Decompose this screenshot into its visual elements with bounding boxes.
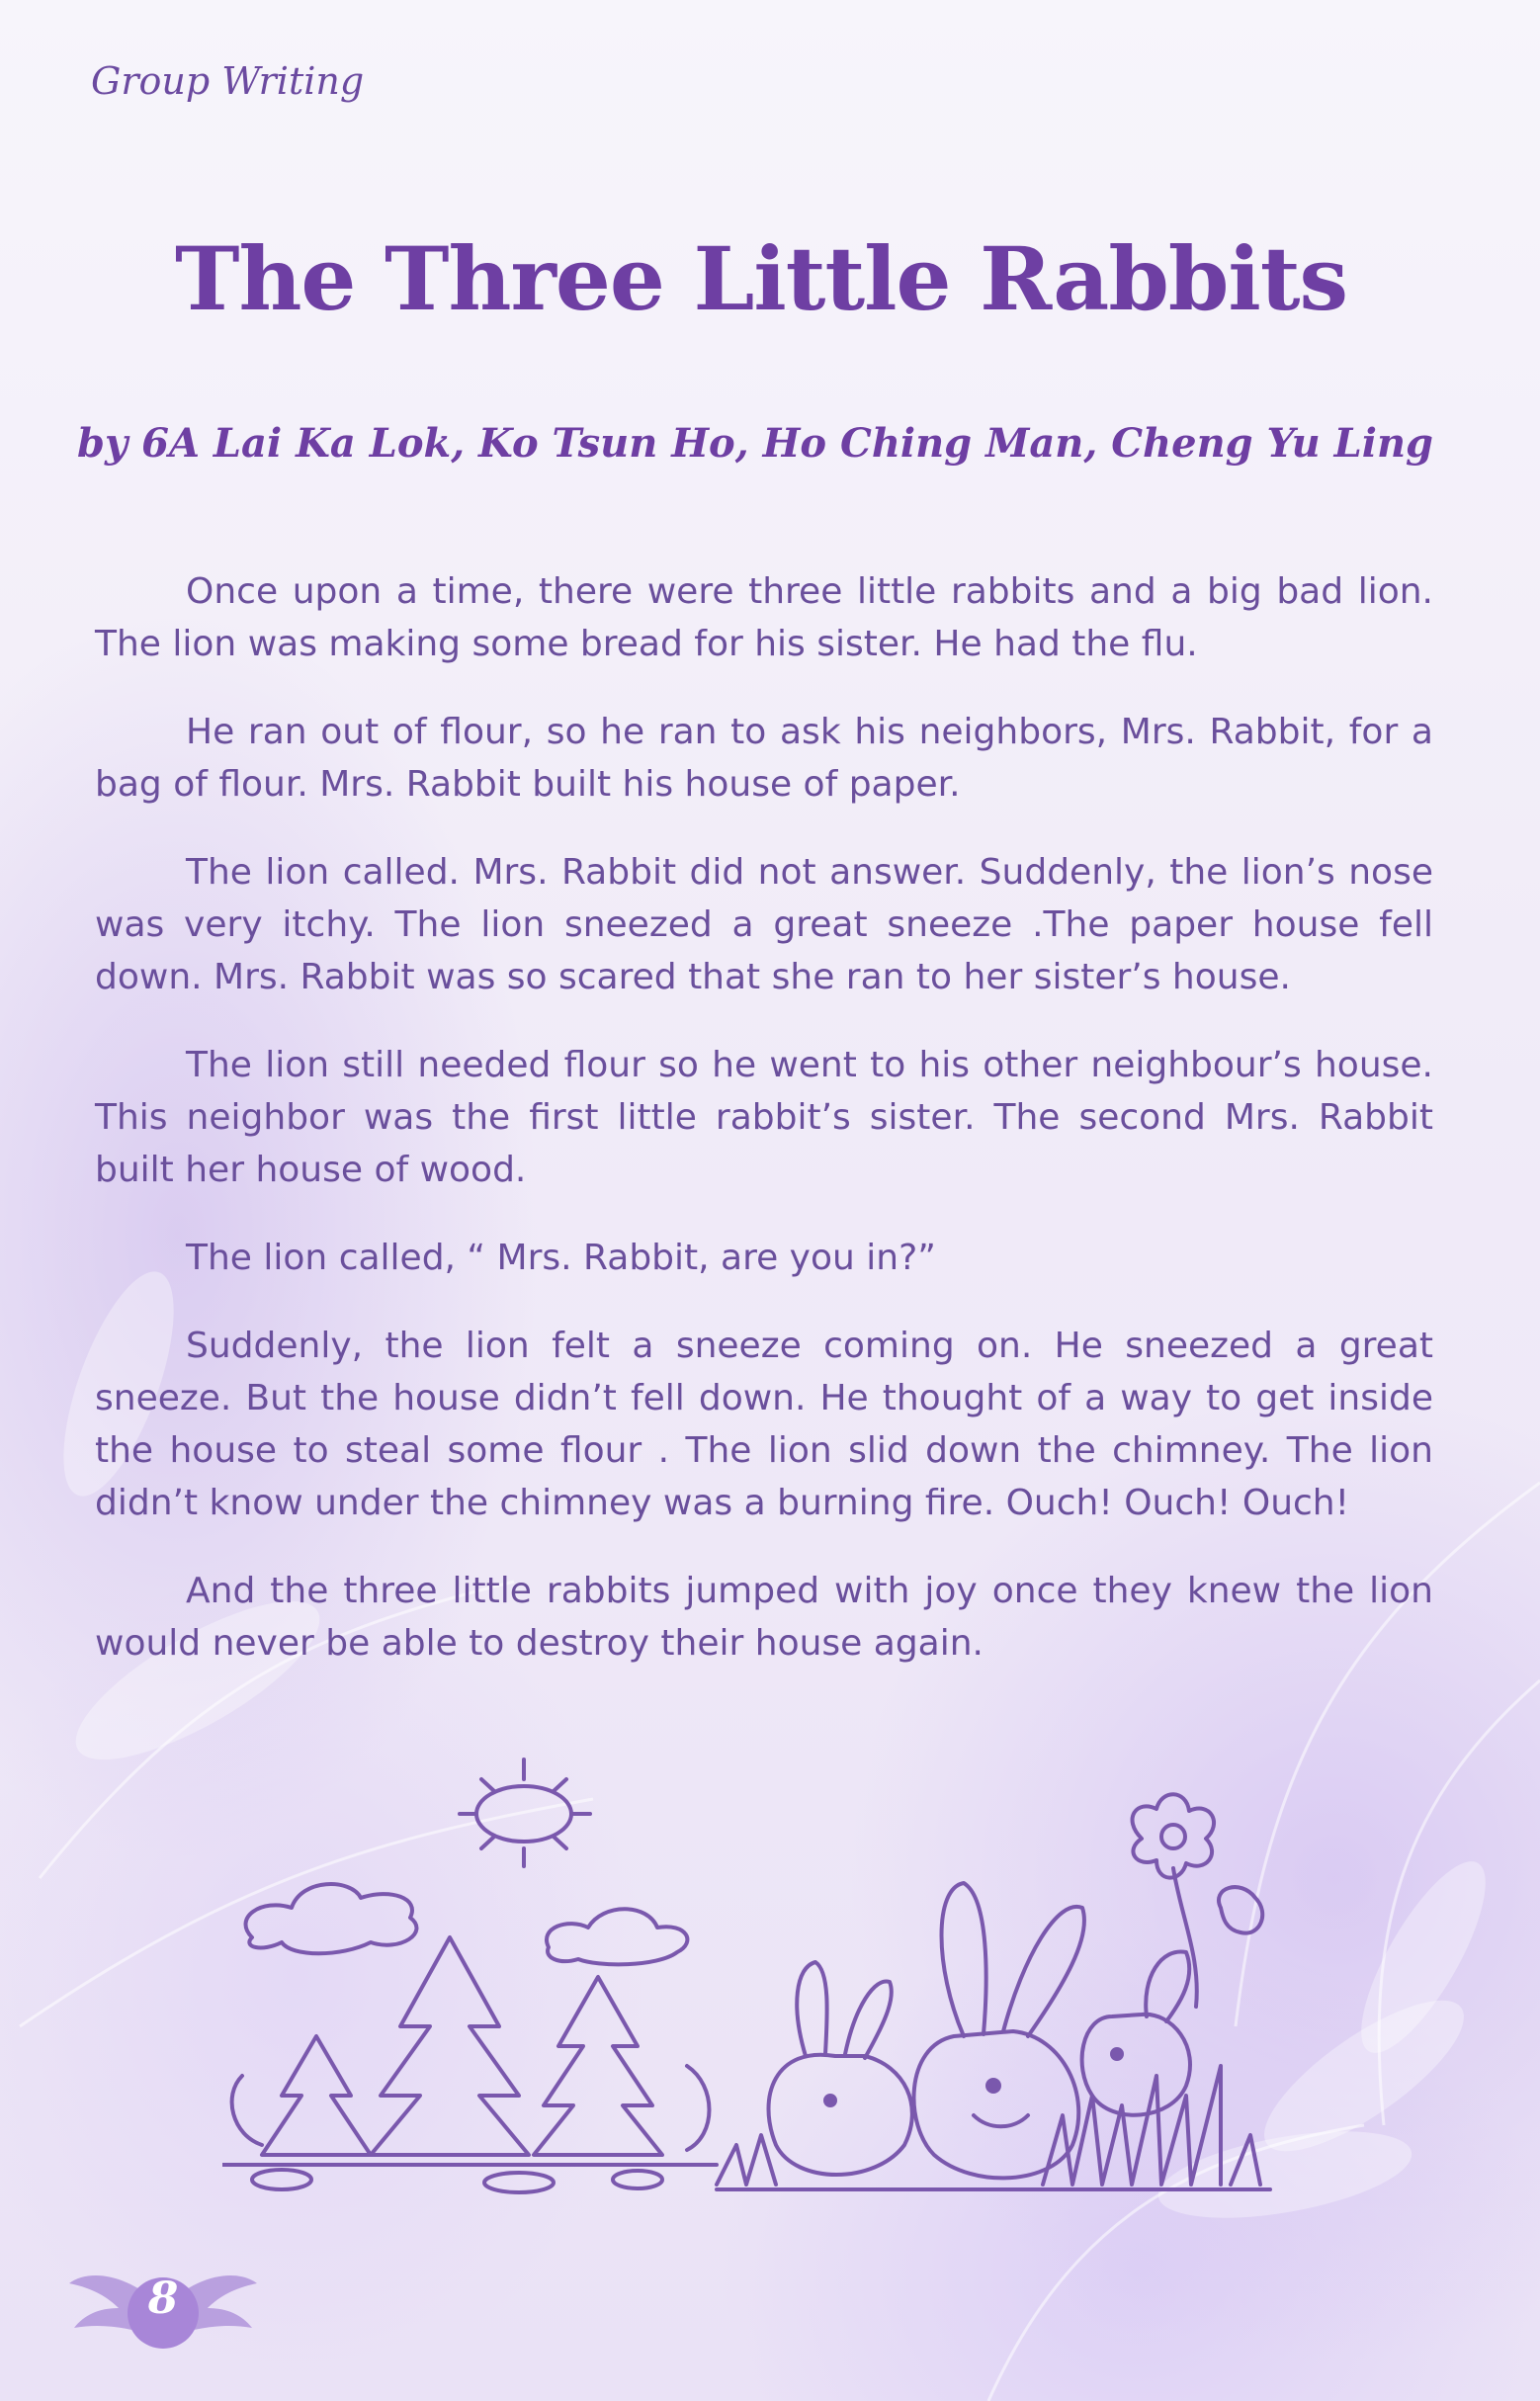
story-paragraph: And the three little rabbits jumped with joy once they knew the lion would never be able to destroy their house again. [95, 1571, 1433, 1664]
story-paragraph: The lion still needed flour so he went to his other neighbour’s house. This neighbor was the first little rabbit’s sister. The second Mrs. Rabbit built her house of wood. [95, 1045, 1433, 1190]
story-paragraph: Suddenly, the lion felt a sneeze coming on. He sneezed a great sneeze. But the house didn’t fell down. He thought of a way to get inside the house to steal some flour . The lion slid down the chimney. The lion didn’t know under the chimney was a burning fire. Ouch! Ouch! Ouch! [95, 1326, 1433, 1523]
sun-icon [460, 1759, 590, 1866]
tree-icon [222, 1937, 717, 2192]
story-paragraph: He ran out of flour, so he ran to ask his neighbors, Mrs. Rabbit, for a bag of flour. Mrs. Rabbit built his house of paper. [95, 712, 1433, 805]
story-paragraph: The lion called, “ Mrs. Rabbit, are you in?” [186, 1238, 936, 1278]
section-label: Group Writing [91, 59, 365, 103]
story-byline: by 6A Lai Ka Lok, Ko Tsun Ho, Ho Ching Man, Cheng Yu Ling [76, 420, 1433, 467]
story-paragraph: Once upon a time, there were three little rabbits and a big bad lion. The lion was making some bread for his sister. He had the flu. [95, 571, 1433, 664]
story-title: The Three Little Rabbits [174, 227, 1348, 330]
story-paragraph: The lion called. Mrs. Rabbit did not answer. Suddenly, the lion’s nose was very itchy. The lion sneezed a great sneeze .The paper house fell down. Mrs. Rabbit was so scared that she ran to her sister’s house. [95, 852, 1433, 997]
cloud-icon [246, 1884, 688, 1964]
page-number: 8 [147, 2273, 179, 2324]
story-body [95, 565, 1433, 1705]
story-illustration [222, 1740, 1320, 2204]
